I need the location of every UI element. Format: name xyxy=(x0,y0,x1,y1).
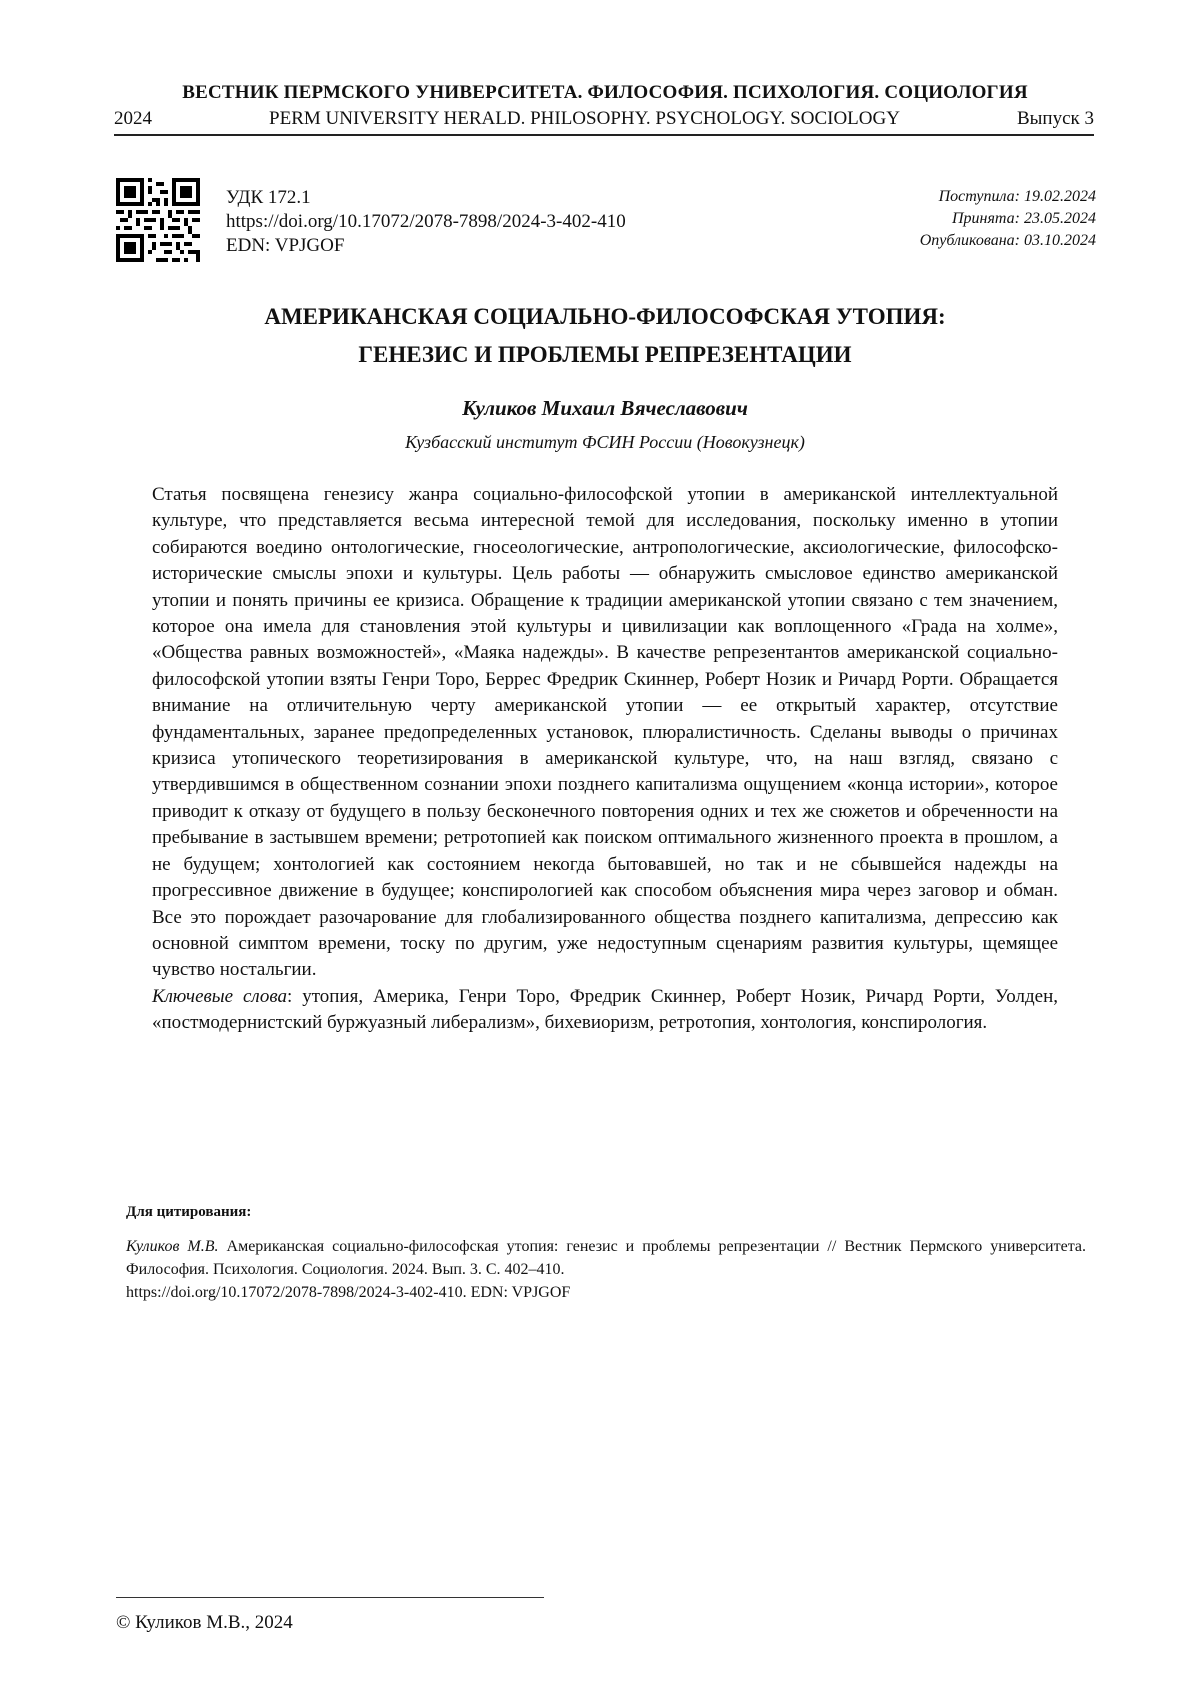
abstract-text: Статья посвящена генезису жанра социально-философской утопии в американской интеллектуальной культуре, что представляется весьма интересной темой для исследования, поскольку именно в утопии собираются воедино онтологические, гносеологические, антропологические, аксиологические, философско-исторические смыслы эпохи и культуры. Цель работы — обнаружить смысловое единство американской утопии и понять причины ее кризиса. Обращение к традиции американской утопии связано с тем значением, которое она имела для становления этой культуры и цивилизации как воплощенного «Града на холме», «Общества равных возможностей», «Маяка надежды». В качестве репрезентантов американской социально-философской утопии взяты Генри Торо, Беррес Фредрик Скиннер, Роберт Нозик и Ричард Рорти. Обращается внимание на отличительную черту американской утопии — ее открытый характер, отсутствие фундаментальных, заранее предопределенных установок, плюралистичность. Сделаны выводы о причинах кризиса утопического теоретизирования в американской культуре, что, на наш взгляд, связано с утвердившимся в общественном сознании эпохи позднего капитализма ощущением «конца истории», которое приводит к отказу от будущего в пользу бесконечного повторения одних и тех же сюжетов и обреченности на пребывание в застывшем времени; ретротопией как поиском оптимального жизненного проекта в прошлом, а не будущем; хонтологией как состоянием некогда бытовавшей, но так и не сбывшейся надежды на прогрессивное движение в будущее; конспирологией как способом объяснения мира через заговор и обман. Все это порождает разочарование для глобализированного общества позднего капитализма, депрессию как основной симптом времени, тоску по другим, уже недоступным сценариям развития культуры, щемящее чувство ностальгии. xyxy=(152,484,1058,981)
article-identifiers xyxy=(226,186,626,258)
citation-doi-edn[interactable]: https://doi.org/10.17072/2078-7898/2024-3-402-410. EDN: VPJGOF xyxy=(126,1284,571,1301)
journal-title-en: PERM UNIVERSITY HERALD. PHILOSOPHY. PSYCHOLOGY. SOCIOLOGY xyxy=(269,108,900,129)
header-issue: Выпуск 3 xyxy=(1016,108,1094,129)
copyright-notice: © Куликов М.В., 2024 xyxy=(116,1612,293,1633)
article-dates xyxy=(920,186,1096,252)
doi-link[interactable]: https://doi.org/10.17072/2078-7898/2024-3-402-410 xyxy=(226,211,626,232)
keywords-label: Ключевые слова xyxy=(152,985,288,1007)
keywords-list: : утопия, Америка, Генри Торо, Фредрик Скиннер, Роберт Нозик, Ричард Рорти, Уолден, «постмодернистский буржуазный либерализм», бихевиоризм, ретротопия, хонтология, конспирология. xyxy=(152,985,1058,1034)
abstract xyxy=(152,482,1058,1037)
udk-code: УДК 172.1 xyxy=(226,187,311,208)
author-affiliation: Кузбасский институт ФСИН России (Новокузнецк) xyxy=(405,432,805,452)
date-received: Поступила: 19.02.2024 xyxy=(938,188,1096,205)
citation xyxy=(126,1235,1086,1304)
citation-heading: Для цитирования: xyxy=(126,1204,252,1220)
citation-author: Куликов М.В. xyxy=(126,1238,219,1255)
author-name: Куликов Михаил Вячеславович xyxy=(462,396,748,420)
article-title-line-1: АМЕРИКАНСКАЯ СОЦИАЛЬНО-ФИЛОСОФСКАЯ УТОПИЯ: xyxy=(264,304,946,329)
keywords xyxy=(152,984,1058,1037)
citation-text: Американская социально-философская утопия: генезис и проблемы репрезентации // Вестник Пермского университета. Философия. Психология. Социология. 2024. Вып. 3. С. 402–410. xyxy=(126,1238,1086,1278)
article-title-line-2: ГЕНЕЗИС И ПРОБЛЕМЫ РЕПРЕЗЕНТАЦИИ xyxy=(358,342,852,367)
running-header xyxy=(114,108,1094,136)
qr-code-icon xyxy=(116,178,200,262)
header-year: 2024 xyxy=(114,108,152,129)
date-published: Опубликована: 03.10.2024 xyxy=(919,232,1096,249)
article-title xyxy=(110,298,1100,374)
journal-title-ru: ВЕСТНИК ПЕРМСКОГО УНИВЕРСИТЕТА. ФИЛОСОФИЯ. ПСИХОЛОГИЯ. СОЦИОЛОГИЯ xyxy=(182,82,1028,103)
date-accepted: Принята: 23.05.2024 xyxy=(951,210,1096,227)
footnote-divider xyxy=(116,1597,544,1598)
edn-code: EDN: VPJGOF xyxy=(226,235,345,256)
